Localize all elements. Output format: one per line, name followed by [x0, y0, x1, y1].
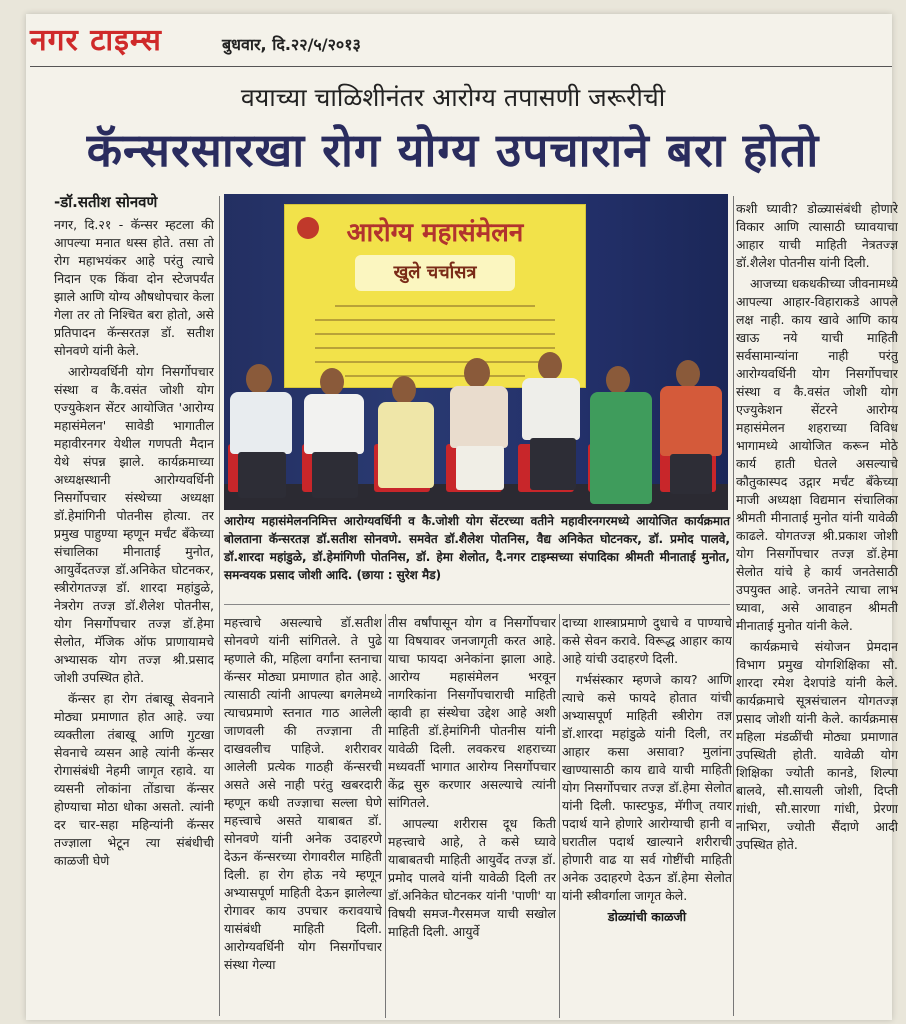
banner-text-line — [315, 319, 555, 321]
banner-text-line — [315, 347, 555, 349]
banner-text-line — [335, 305, 535, 307]
masthead-date: बुधवार, दि.२२/५/२०१३ — [222, 35, 361, 54]
subheadline: वयाच्या चाळिशीनंतर आरोग्य तपासणी जरूरीची — [240, 83, 666, 112]
paragraph: नगर, दि.२१ - कॅन्सर म्हटला की आपल्या मनात धस्स होते. तसा तो रोग महाभयंकर आहे परंतु त्याचे निदान एक किंवा दोन स्टेजपर्यंत झाले आणि योग्य औषधोपचार केला गेला तर तो निश्चित बरा होतो, असे प्रतिपादन कॅन्सरतज्ञ डॉ. सतीश सोनवणे यांनी केले. — [54, 217, 214, 358]
paragraph: आपल्या शरीरास दूध किती महत्त्वाचे आहे, ते कसे घ्यावे याबाबतची माहिती आयुर्वेद तज्ज्ञ डॉ. प्रमोद पालवे यांनी यावेळी दिली तर डॉ.अनिकेत घोटनकर यांनी 'पाणी' या विषयी समज-गैरसमज याची सखोल माहिती दिली. आयुर्वे — [388, 816, 556, 939]
banner-title: आरोग्य महासंमेलन — [346, 218, 524, 248]
paragraph: महत्त्वाचे असल्याचे डॉ.सतीश सोनवणे यांनी सांगितले. ते पुढे म्हणाले की, महिला वर्गांना स्तनाचा कॅन्सर मोठ्या प्रमाणात होत आहे. त्यासाठी त्यांनी आपल्या बगलेमध्ये त्याचप्रमाणे स्तनात गाठ आलेली जाणवली की तज्ज्ञाना ती दाखवलीच पाहिजे. शरीरावर आलेली प्रत्येक गाठही कॅन्सरची असते असे नाही परंतु खबरदारी म्हणून कधी तज्ज्ञाचा सल्ला घेणे महत्त्वाचे असते याबाबत डॉ. सोनवणे यांनी अनेक उदाहरणे देऊन कॅन्सरच्या रोगावरील माहिती दिली. हा रोग होऊ नये म्हणून अभ्यासपूर्ण माहिती देऊन झालेल्या रोगावर काय उपचार करावयाचे यासंबंधी माहिती दिली. आरोग्यवर्धिनी योग निसर्गोपचार संस्था गेल्या — [224, 615, 382, 972]
banner-text-line — [345, 375, 525, 377]
paragraph: तीस वर्षांपासून योग व निसर्गोपचार या विषयावर जनजागृती करत आहे. याचा फायदा अनेकांना झाला आहे. आरोग्य महासंमेलन भरवून नागरिकांना निसर्गोपचाराची माहिती व्हावी हा संस्थेचा उद्देश आहे अशी माहिती डॉ.हेमांगिनी पोतनीस यांनी यावेळी दिली. लवकरच शहराच्या मध्यवर्ती भागात आरोग्य निसर्गोपचार केंद्र सुरु करणार असल्याचे त्यांनी सांगितले. — [388, 615, 556, 810]
paragraph: गर्भसंस्कार म्हणजे काय? आणि त्याचे कसे फायदे होतात यांची अभ्यासपूर्ण माहिती स्त्रीरोग तज्ञ डॉ.शारदा महांडुळे यांनी दिली, तर आहार कसा असावा? मुलांना खाण्यासाठी काय द्यावे याची माहिती योग निसर्गोपचार तज्ज्ञ डॉ.हेमा सेलोत यांनी दिली. फास्टफुड, मॅगीज् तयार पदार्थ याने होणारे आरोग्याची हानी व घरातील पदार्थ खाल्याने शरीराची होणारी वाढ या सर्व गोष्टींची माहिती अनेक उदाहरणे देऊन डॉ.हेमा सेलोत यांनी स्त्रीवर्गाला जागृत केले. — [562, 672, 732, 903]
column-divider — [219, 196, 220, 1016]
paragraph: आरोग्यवर्धिनी योग निसर्गोपचार संस्था व कै.वसंत जोशी योग एज्युकेशन सेंटर आयोजित 'आरोग्य महासंमेलन' सावेडी भागातील महावीरनगर येथील गणपती मैदान येथे संपन्न झाले. कार्यक्रमाच्या अध्यक्षस्थानी आरोग्यवर्धिनी निसर्गोपचार संस्थेच्या अध्यक्षा डॉ.हेमांगिनी पोतनीस होत्या. तर प्रमुख पाहुण्या म्हणून मर्चंट बँकेच्या संचालिका मीनाताई मुनोत, आयुर्वेदतज्ज्ञ डॉ.अनिकेत घोटनकर, स्त्रीरोगतज्ज्ञ डॉ. शारदा महांडुळे, नेत्ररोग तज्ज्ञ डॉ.शैलेश पोतनीस, योग निसर्गोपचार तज्ज्ञ डॉ.हेमा सेलोत, मॅजिक ऑफ प्राणायामचे अभ्यासक योग तज्ज्ञ श्री.प्रसाद जोशी उपस्थित होते. — [54, 364, 214, 685]
paragraph: कशी घ्यावी? डोळ्यासंबंधी होणारे विकार आणि त्यासाठी घ्यावयाचा आहार याची माहिती नेत्रतज्ज्ञ डॉ.शैलेश पोतनीस यांनी दिली. — [736, 201, 898, 270]
banner-subtitle: खुले चर्चासत्र — [355, 255, 515, 291]
byline: -डॉ.सतीश सोनवणे — [54, 193, 158, 211]
paragraph: कार्यक्रमाचे संयोजन प्रेमदान विभाग प्रमुख योगशिक्षिका सौ. शारदा रमेश देशपांडे यांनी केले. कार्यक्रमाचे सूत्रसंचालन योगतज्ज्ञ प्रसाद जोशी यांनी केले. कार्यक्रमास महिला मंडळींची मोठ्या प्रमाणात उपस्थिती होती. यावेळी योग शिक्षिका ज्योती कानडे, शिल्पा बालवे, सौ.सायली जोशी, दिप्ती गांधी, सौ.सारणा गांधी, प्रेरणा नाभिरा, ज्योती सैंदाणे आदी उपस्थित होते. — [736, 639, 898, 852]
paragraph: डोळ्यांची काळजी — [607, 909, 687, 924]
banner-text-line — [315, 361, 555, 363]
photo-caption: आरोग्य महासंमेलननिमित्त आरोग्यवर्धिनी व कै.जोशी योग सेंटरच्या वतीने महावीरनगरमध्ये आयोजित कार्यक्रमात बोलताना कॅन्सरतज्ञ डॉ.सतीश सोनवणे. समवेत डॉ.शैलेश पोतनिस, वैद्य अनिकेत घोटनकर, डॉ. प्रमोद पालवे, डॉ.शारदा महांडुळे, डॉ.हेमांगिणी पोतनिस, डॉ. हेमा शेलोत, दै.नगर टाइम्सच्या संपादिका श्रीमती मीनाताई मुनोत, समन्वयक प्रसाद जोशी आदि. (छाया : सुरेश मैड) — [224, 514, 730, 582]
column-divider — [385, 614, 386, 1018]
column-5 — [736, 200, 898, 1016]
event-photo — [224, 194, 728, 510]
column-2 — [224, 614, 382, 1018]
paragraph: कॅन्सर हा रोग तंबाखू सेवनाने मोठ्या प्रमाणात होत आहे. ज्या व्यक्तीला तंबाखू आणि गुटखा सेवनाचे व्यसन आहे त्यांनी कॅन्सर रोगासंबंधी नेहमी जागृत रहावे. या व्यसनी लोकांना तोंडाचा कॅन्सर होण्याचा मोठा धोका असतो. त्यांनी दर चार-सहा महिन्यांनी कॅन्सर तज्ज्ञाला भेटून त्या संबंधीची काळजी घेणे — [54, 691, 214, 868]
paragraph: दाच्या शास्त्राप्रमाणे दुधाचे व पाण्याचे कसे सेवन करावे. विरूद्ध आहार काय आहे यांची उदाहरणे दिली. — [562, 615, 732, 666]
column-3 — [388, 614, 556, 1018]
headline: कॅन्सरसारखा रोग योग्य उपचाराने बरा होतो — [86, 123, 820, 177]
column-1 — [54, 216, 214, 1016]
paragraph: आजच्या धकधकीच्या जीवनामध्ये आपल्या आहार-विहाराकडे आपले लक्ष नाही. काय खावे आणि काय खाऊ नये याची माहिती सर्वसामान्यांना नाही परंतु आरोग्यवर्धिनी योग निसर्गोपचार संस्था व कै.वसंत जोशी योग एज्युकेशन सेंटरने आरोग्य महासंमेलन शहराच्या विविध भागामध्ये आयोजित करून मोठे कार्य हाती घेतले असल्याचे कौतुकास्पद उद्गार मर्चंट बँकेच्या माजी अध्यक्षा विद्यमान संचालिका श्रीमती मीनाताई मुनोत यांनी यावेळी काढले. योगतज्ज्ञ श्री.प्रकाश जोशी योग निसर्गोपचार तज्ज्ञ डॉ.हेमा सेलोत यांचे हे कार्य जनतेसाठी उपयुक्त आहे. जनतेने त्याचा लाभ घ्यावा, असे आवाहन श्रीमती मीनाताई मुनोत यांनी केले. — [736, 276, 898, 633]
banner-text-line — [315, 333, 555, 335]
caption-rule — [224, 604, 730, 605]
masthead-logo: नगर टाइम्स — [30, 23, 162, 58]
column-divider — [733, 196, 734, 1016]
column-divider — [559, 614, 560, 1018]
column-4 — [562, 614, 732, 1018]
masthead-rule — [30, 66, 892, 67]
